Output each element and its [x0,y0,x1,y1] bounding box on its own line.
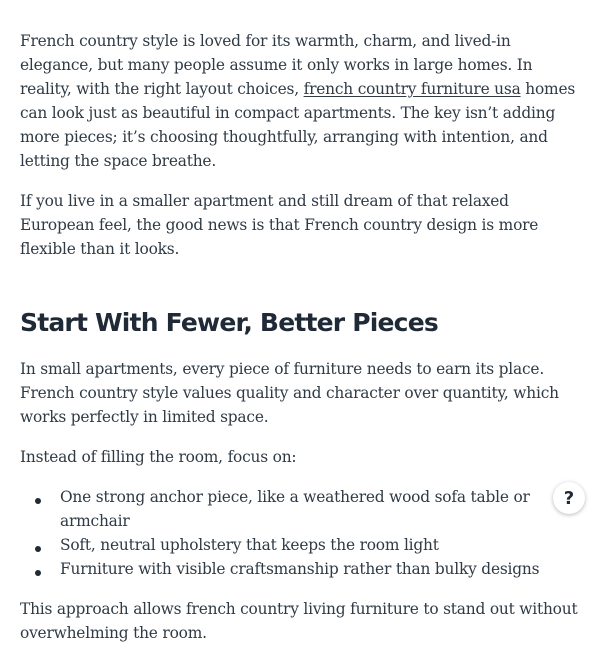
list-item-text: One strong anchor piece, like a weathered wood sofa table or armchair [60,488,530,530]
intro-paragraph-2: If you live in a smaller apartment and still dream of that relaxed European feel, the good news is that French country design is more flexible than it looks. [20,192,539,258]
list-item [20,557,580,581]
list-item [20,485,580,533]
help-button[interactable] [553,482,585,514]
section-paragraph-2: Instead of filling the room, focus on: [20,448,297,466]
bullet-icon [35,546,41,552]
section-paragraph-3: This approach allows french country living furniture to stand out without overwhelming the room. [20,600,578,642]
section-paragraph-1: In small apartments, every piece of furniture needs to earn its place. French country style values quality and character over quantity, which works perfectly in limited space. [20,360,559,426]
intro-text-after-link: homes can look just as beautiful in compact apartments. The key isn’t adding more pieces; it’s choosing thoughtfully, arranging with intention, and letting the space breathe. [20,80,576,170]
article-body [20,29,580,661]
section-heading: Start With Fewer, Better Pieces [20,308,438,337]
focus-list [20,485,580,581]
intro-text-before-link: French country style is loved for its warmth, charm, and lived-in elegance, but many people assume it only works in large homes. In reality, with the right layout choices, [20,32,533,98]
intro-paragraph [20,29,580,173]
question-mark-icon: ? [563,487,575,509]
bullet-icon [35,498,41,504]
list-item-text: Soft, neutral upholstery that keeps the room light [60,536,439,554]
list-item-text: Furniture with visible craftsmanship rather than bulky designs [60,560,540,578]
french-country-furniture-link[interactable]: french country furniture usa [303,80,521,98]
bullet-icon [35,570,41,576]
list-item [20,533,580,557]
